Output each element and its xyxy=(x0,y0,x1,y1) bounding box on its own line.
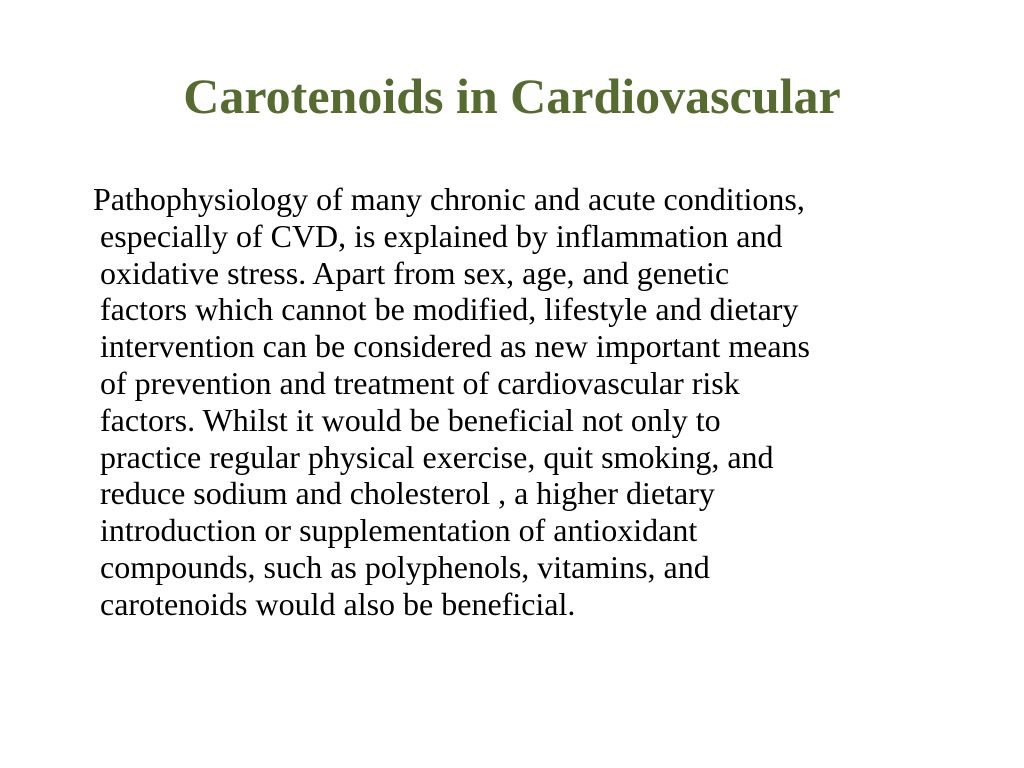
body-line: oxidative stress. Apart from sex, age, and genetic xyxy=(100,254,730,291)
slide-body xyxy=(93,181,980,623)
body-line: reduce sodium and cholesterol , a higher dietary xyxy=(100,475,715,512)
body-line: intervention can be considered as new important means xyxy=(100,328,810,365)
body-line: compounds, such as polyphenols, vitamins, and xyxy=(100,548,710,585)
body-line: carotenoids would also be beneficial. xyxy=(100,585,576,622)
body-line: factors which cannot be modified, lifestyle and dietary xyxy=(100,291,799,328)
body-line: introduction or supplementation of antioxidant xyxy=(100,512,698,549)
body-line: Pathophysiology of many chronic and acute conditions, xyxy=(93,181,805,217)
body-line: factors. Whilst it would be beneficial not only to xyxy=(100,401,721,438)
body-line: especially of CVD, is explained by inflammation and xyxy=(100,217,783,254)
slide-title: Carotenoids in Cardiovascular xyxy=(183,68,841,124)
body-line: of prevention and treatment of cardiovascular risk xyxy=(100,364,740,401)
body-line: practice regular physical exercise, quit smoking, and xyxy=(100,438,774,475)
